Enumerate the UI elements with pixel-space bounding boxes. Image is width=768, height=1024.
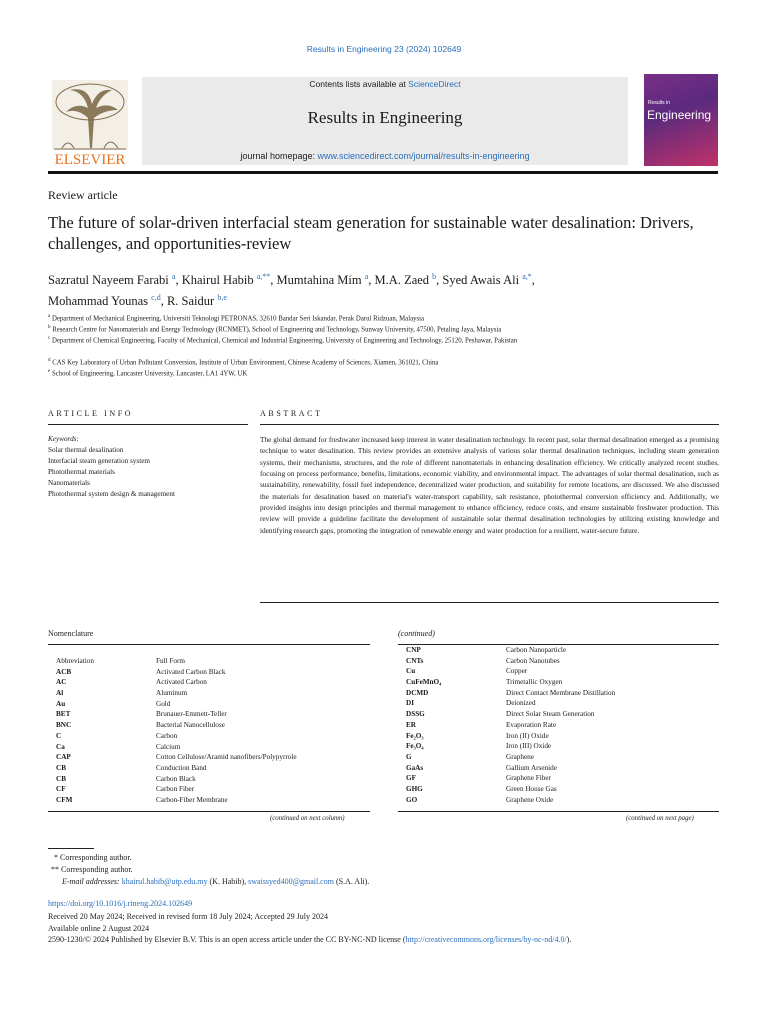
author-name: Mohammad Younas (48, 294, 149, 309)
author-affil-mark[interactable]: b,e (217, 293, 227, 303)
abbreviation-cell: Fe₃O₄ (406, 742, 424, 751)
author-name: Syed Awais Ali (442, 273, 520, 288)
full-form-cell: Activated Carbon Black (156, 667, 226, 676)
full-form-cell: Aluminum (156, 689, 188, 698)
nomenclature-title: Nomenclature (48, 629, 94, 638)
full-form-cell: Evaporation Rate (506, 720, 557, 729)
full-form-cell: Iron (II) Oxide (506, 731, 549, 740)
full-form-cell: Trimetallic Oxygen (506, 678, 563, 687)
abbreviation-cell: GF (406, 774, 416, 783)
cover-title-text: Engineering (647, 108, 712, 122)
keyword-item: Photothermal materials (48, 468, 115, 476)
full-form-cell: Bacterial Nanocellulose (156, 721, 225, 730)
affiliation-mark: c (48, 336, 51, 341)
abbreviation-cell: CNTs (406, 656, 424, 665)
full-form-cell: Carbon Black (156, 774, 196, 783)
author-name: M.A. Zaed (374, 273, 430, 288)
abstract-rule-top (260, 424, 719, 425)
table-header-row (48, 657, 370, 668)
affiliation-mark: a (48, 314, 51, 319)
abbreviation-cell: GO (406, 795, 418, 804)
author-list: Sazratul Nayeem Farabi $^a$, Khairul Habib $^{a,**}$, Mumtahina Mim $^a$, M.A. Zaed $^b$, Syed Awais Ali $^{a,*}$, Mohammad Younas $^{c,d}$, R. Saidur $^{b,e}$ (48, 272, 535, 309)
abbreviation-cell: CB (56, 763, 66, 772)
abbreviation-cell: DI (406, 699, 414, 708)
footnote-rule (48, 848, 94, 849)
abbreviation-cell: ACB (56, 667, 72, 676)
table-row (398, 796, 719, 807)
author-affil-mark[interactable]: c,d (151, 293, 161, 303)
nomenclature-table-right (398, 646, 719, 806)
full-form-cell: Graphene (506, 752, 534, 761)
full-form-cell: Cotton Cellulose/Aramid nanofibers/Polypyrrole (156, 753, 297, 762)
table-row (398, 657, 719, 668)
abstract-heading: ABSTRACT (260, 409, 323, 418)
abbreviation-cell: GHG (406, 784, 423, 793)
corresponding-author-note: ** Corresponding author. (51, 865, 133, 874)
column-header: Full Form (156, 657, 185, 665)
cover-small-text: Results in (648, 100, 670, 106)
license-link[interactable]: http://creativecommons.org/licenses/by-nc-nd/4.0/ (405, 935, 567, 944)
abstract-text: The global demand for freshwater increased keep interest in water desalination technology. In recent past, solar thermal desalination emerged as a promising technique to water desalination. This review provides an extensive analysis of various solar thermal desalination techniques, including steam generation systems, their mechanisms, structures, and the role of different nanomaterials in enhancing desalination efficiency. We critically analyzed recent studies, focusing on process performance, benefits, limitations, economic viability, and environmental impact. The advantages of solar thermal desalination, such as sustainability, renewability, fossil fuel independence, decentralized water production, and suitability for remote locations, are discussed. We also discussed the materials for desalination based on material's water-transport capability, salt resistance, photothermal conversion efficiency and. Additionally, we provided insights into design principles and thermal management to enhance efficiency, reduce costs, and ensure sustainable freshwater production. This review will provide a guideline facilitate the development of sustainable solar thermal desalination technologies by utilizing existing knowledge and identifying research gaps, promoting the integration of renewable energy and water production for a resilient, water-secure future. (260, 435, 719, 535)
table-row (48, 743, 370, 754)
received-dates: Received 20 May 2024; Received in revised form 18 July 2024; Accepted 29 July 2024 (48, 912, 328, 921)
svg-text:ELSEVIER: ELSEVIER (54, 152, 126, 168)
full-form-cell: Carbon Fiber (156, 785, 195, 794)
continued-next-column: (continued on next column) (270, 815, 345, 822)
full-form-cell: Activated Carbon (156, 678, 207, 687)
email-addresses (62, 876, 369, 888)
contents-line (142, 79, 628, 89)
table-row (398, 785, 719, 796)
affiliation-mark: e (48, 369, 51, 374)
full-form-cell: Deionized (506, 699, 536, 708)
license-suffix: ). (566, 935, 572, 944)
corresponding-author-note: * Corresponding author. (54, 853, 132, 862)
keyword-item: Interfacial steam generation system (48, 457, 150, 465)
abbreviation-cell: BET (56, 710, 71, 719)
email-link[interactable]: khairul.habib@utp.edu.my (121, 877, 208, 886)
homepage-link[interactable]: www.sciencedirect.com/journal/results-in-engineering (317, 151, 530, 161)
header-divider (48, 171, 718, 174)
table-row (48, 764, 370, 775)
homepage-prefix: journal homepage: (240, 151, 318, 161)
abbreviation-cell: CuFeMnO₄ (406, 678, 442, 687)
journal-reference[interactable]: Results in Engineering 23 (2024) 102649 (306, 44, 462, 54)
table-row (398, 753, 719, 764)
nomenclature-rule-top-left (48, 644, 370, 645)
article-title: The future of solar-driven interfacial steam generation for sustainable water desalination: Drivers, challenges, and opportunities-review (48, 213, 694, 253)
full-form-cell: Graphene Oxide (506, 795, 554, 804)
table-row (398, 646, 719, 657)
publication-dates (48, 911, 728, 946)
license-line (48, 934, 728, 946)
author-name: Mumtahina Mim (276, 273, 362, 288)
nomenclature-rule-bottom-left (48, 811, 370, 812)
abbreviation-cell: Al (56, 689, 64, 698)
nomenclature-continued-title: (continued) (398, 629, 435, 638)
table-row (398, 689, 719, 700)
table-row (398, 710, 719, 721)
abbreviation-cell: CB (56, 774, 66, 783)
keywords-label: Keywords: (48, 435, 79, 443)
affiliation (48, 367, 708, 380)
table-row (398, 774, 719, 785)
author-affil-mark[interactable]: a,* (522, 272, 532, 281)
nomenclature-table-left (48, 657, 370, 807)
abbreviation-cell: G (406, 752, 412, 761)
author-name: Khairul Habib (181, 273, 254, 288)
abbreviation-cell: Fe₂O₃ (406, 731, 424, 740)
full-form-cell: Direct Solar Steam Generation (506, 710, 595, 719)
table-row (48, 668, 370, 679)
table-row (398, 764, 719, 775)
affiliation-mark: b (48, 325, 51, 330)
table-row (48, 710, 370, 721)
author-affil-mark[interactable]: a (364, 272, 369, 281)
license-prefix: 2590-1230/© 2024 Published by Elsevier B.V. This is an open access article under the CC BY-NC-ND license ( (48, 935, 406, 944)
full-form-cell: Carbon-Fiber Membrane (156, 795, 228, 804)
full-form-cell: Graphene Fiber (506, 774, 551, 783)
full-form-cell: Gallium Arsenide (506, 763, 557, 772)
table-row (48, 689, 370, 700)
abbreviation-cell: CAP (56, 753, 71, 762)
affiliation-text: School of Engineering, Lancaster University, Lancaster, LA1 4YW, UK (51, 370, 248, 378)
abbreviation-cell: CF (56, 785, 66, 794)
affiliation-text: CAS Key Laboratory of Urban Pollutant Conversion, Institute of Urban Environment, Chinese Academy of Sciences, Xiamen, 361021, China (52, 359, 439, 367)
table-row (398, 721, 719, 732)
article-info-rule (48, 424, 248, 425)
table-row (48, 721, 370, 732)
full-form-cell: Carbon Nanotubes (506, 656, 560, 665)
affiliation-text: Department of Chemical Engineering, Faculty of Mechanical, Chemical and Industrial Engineering, University of Engineering and Technology, 25120, Peshawar, Pakistan (51, 337, 518, 345)
keyword-item: Nanomaterials (48, 479, 90, 487)
journal-title: Results in Engineering (307, 108, 463, 127)
abbreviation-cell: BNC (56, 721, 72, 730)
full-form-cell: Brunauer-Emmett-Teller (156, 710, 227, 719)
table-row (398, 667, 719, 678)
author-affil-mark[interactable]: a (171, 272, 176, 281)
doi-link[interactable]: https://doi.org/10.1016/j.rineng.2024.102649 (48, 899, 193, 908)
full-form-cell: Gold (156, 699, 171, 708)
full-form-cell: Copper (506, 667, 528, 676)
column-header: Abbreviation (56, 657, 94, 665)
abstract-rule-bottom (260, 602, 719, 603)
keyword-item: Solar thermal desalination (48, 446, 124, 454)
email-owner: (K. Habib), (207, 877, 249, 886)
author-affil-mark[interactable]: b (432, 272, 437, 281)
abbreviation-cell: CFM (56, 795, 73, 804)
abbreviation-cell: Ca (56, 742, 65, 751)
journal-homepage (142, 151, 628, 161)
abbreviation-cell: Au (56, 699, 66, 708)
nomenclature-rule-top-right (398, 644, 719, 645)
table-row (48, 732, 370, 743)
available-online: Available online 2 August 2024 (48, 923, 150, 933)
affiliation-text: Department of Mechanical Engineering, Universiti Teknologi PETRONAS, 32610 Bandar Seri Iskandar, Perak Darul Ridzuan, Malaysia (51, 315, 425, 323)
table-row (48, 700, 370, 711)
author-name: Sazratul Nayeem Farabi (48, 273, 169, 288)
keyword-item: Photothermal system design & management (48, 490, 175, 498)
table-row (48, 753, 370, 764)
author-affil-mark[interactable]: a,** (256, 272, 271, 281)
sciencedirect-link[interactable]: ScienceDirect (408, 79, 461, 89)
table-row (398, 678, 719, 689)
full-form-cell: Carbon (156, 731, 178, 740)
article-info-heading: ARTICLE INFO (48, 409, 134, 418)
continued-next-page: (continued on next page) (626, 815, 694, 822)
abbreviation-cell: GaAs (406, 763, 424, 772)
email-link[interactable]: swaissyed400@gmail.com (248, 877, 334, 886)
affiliation-mark: d (48, 358, 51, 363)
article-type: Review article (48, 188, 118, 202)
abbreviation-cell: ER (406, 720, 416, 729)
author-name: R. Saidur (166, 294, 215, 309)
table-row (398, 742, 719, 753)
affiliation-text: Research Centre for Nanomaterials and Energy Technology (RCNMET), School of Engineering and Technology, Sunway University, 47500, Petaling Jaya, Malaysia (52, 326, 502, 334)
table-row (398, 699, 719, 710)
table-row (398, 732, 719, 743)
contents-prefix: Contents lists available at (309, 79, 409, 89)
table-row (48, 785, 370, 796)
abbreviation-cell: C (56, 731, 62, 740)
affiliation (48, 334, 708, 347)
full-form-cell: Conduction Band (156, 763, 207, 772)
table-row (48, 775, 370, 786)
full-form-cell: Carbon Nanoparticle (506, 646, 567, 654)
full-form-cell: Direct Contact Membrane Distillation (506, 688, 616, 697)
full-form-cell: Iron (III) Oxide (506, 742, 552, 751)
abbreviation-cell: DSSG (406, 710, 425, 719)
table-row (48, 796, 370, 807)
full-form-cell: Calcium (156, 742, 181, 751)
nomenclature-rule-bottom-right (398, 811, 719, 812)
abbreviation-cell: CNP (406, 646, 421, 654)
abbreviation-cell: Cu (406, 667, 416, 676)
email-owner: (S.A. Ali). (333, 877, 370, 886)
elsevier-logo (48, 78, 132, 168)
table-row (48, 678, 370, 689)
full-form-cell: Green House Gas (506, 784, 557, 793)
abbreviation-cell: DCMD (406, 688, 429, 697)
abbreviation-cell: AC (56, 678, 67, 687)
email-label: E-mail addresses: (62, 877, 122, 886)
keywords-block (48, 434, 248, 500)
